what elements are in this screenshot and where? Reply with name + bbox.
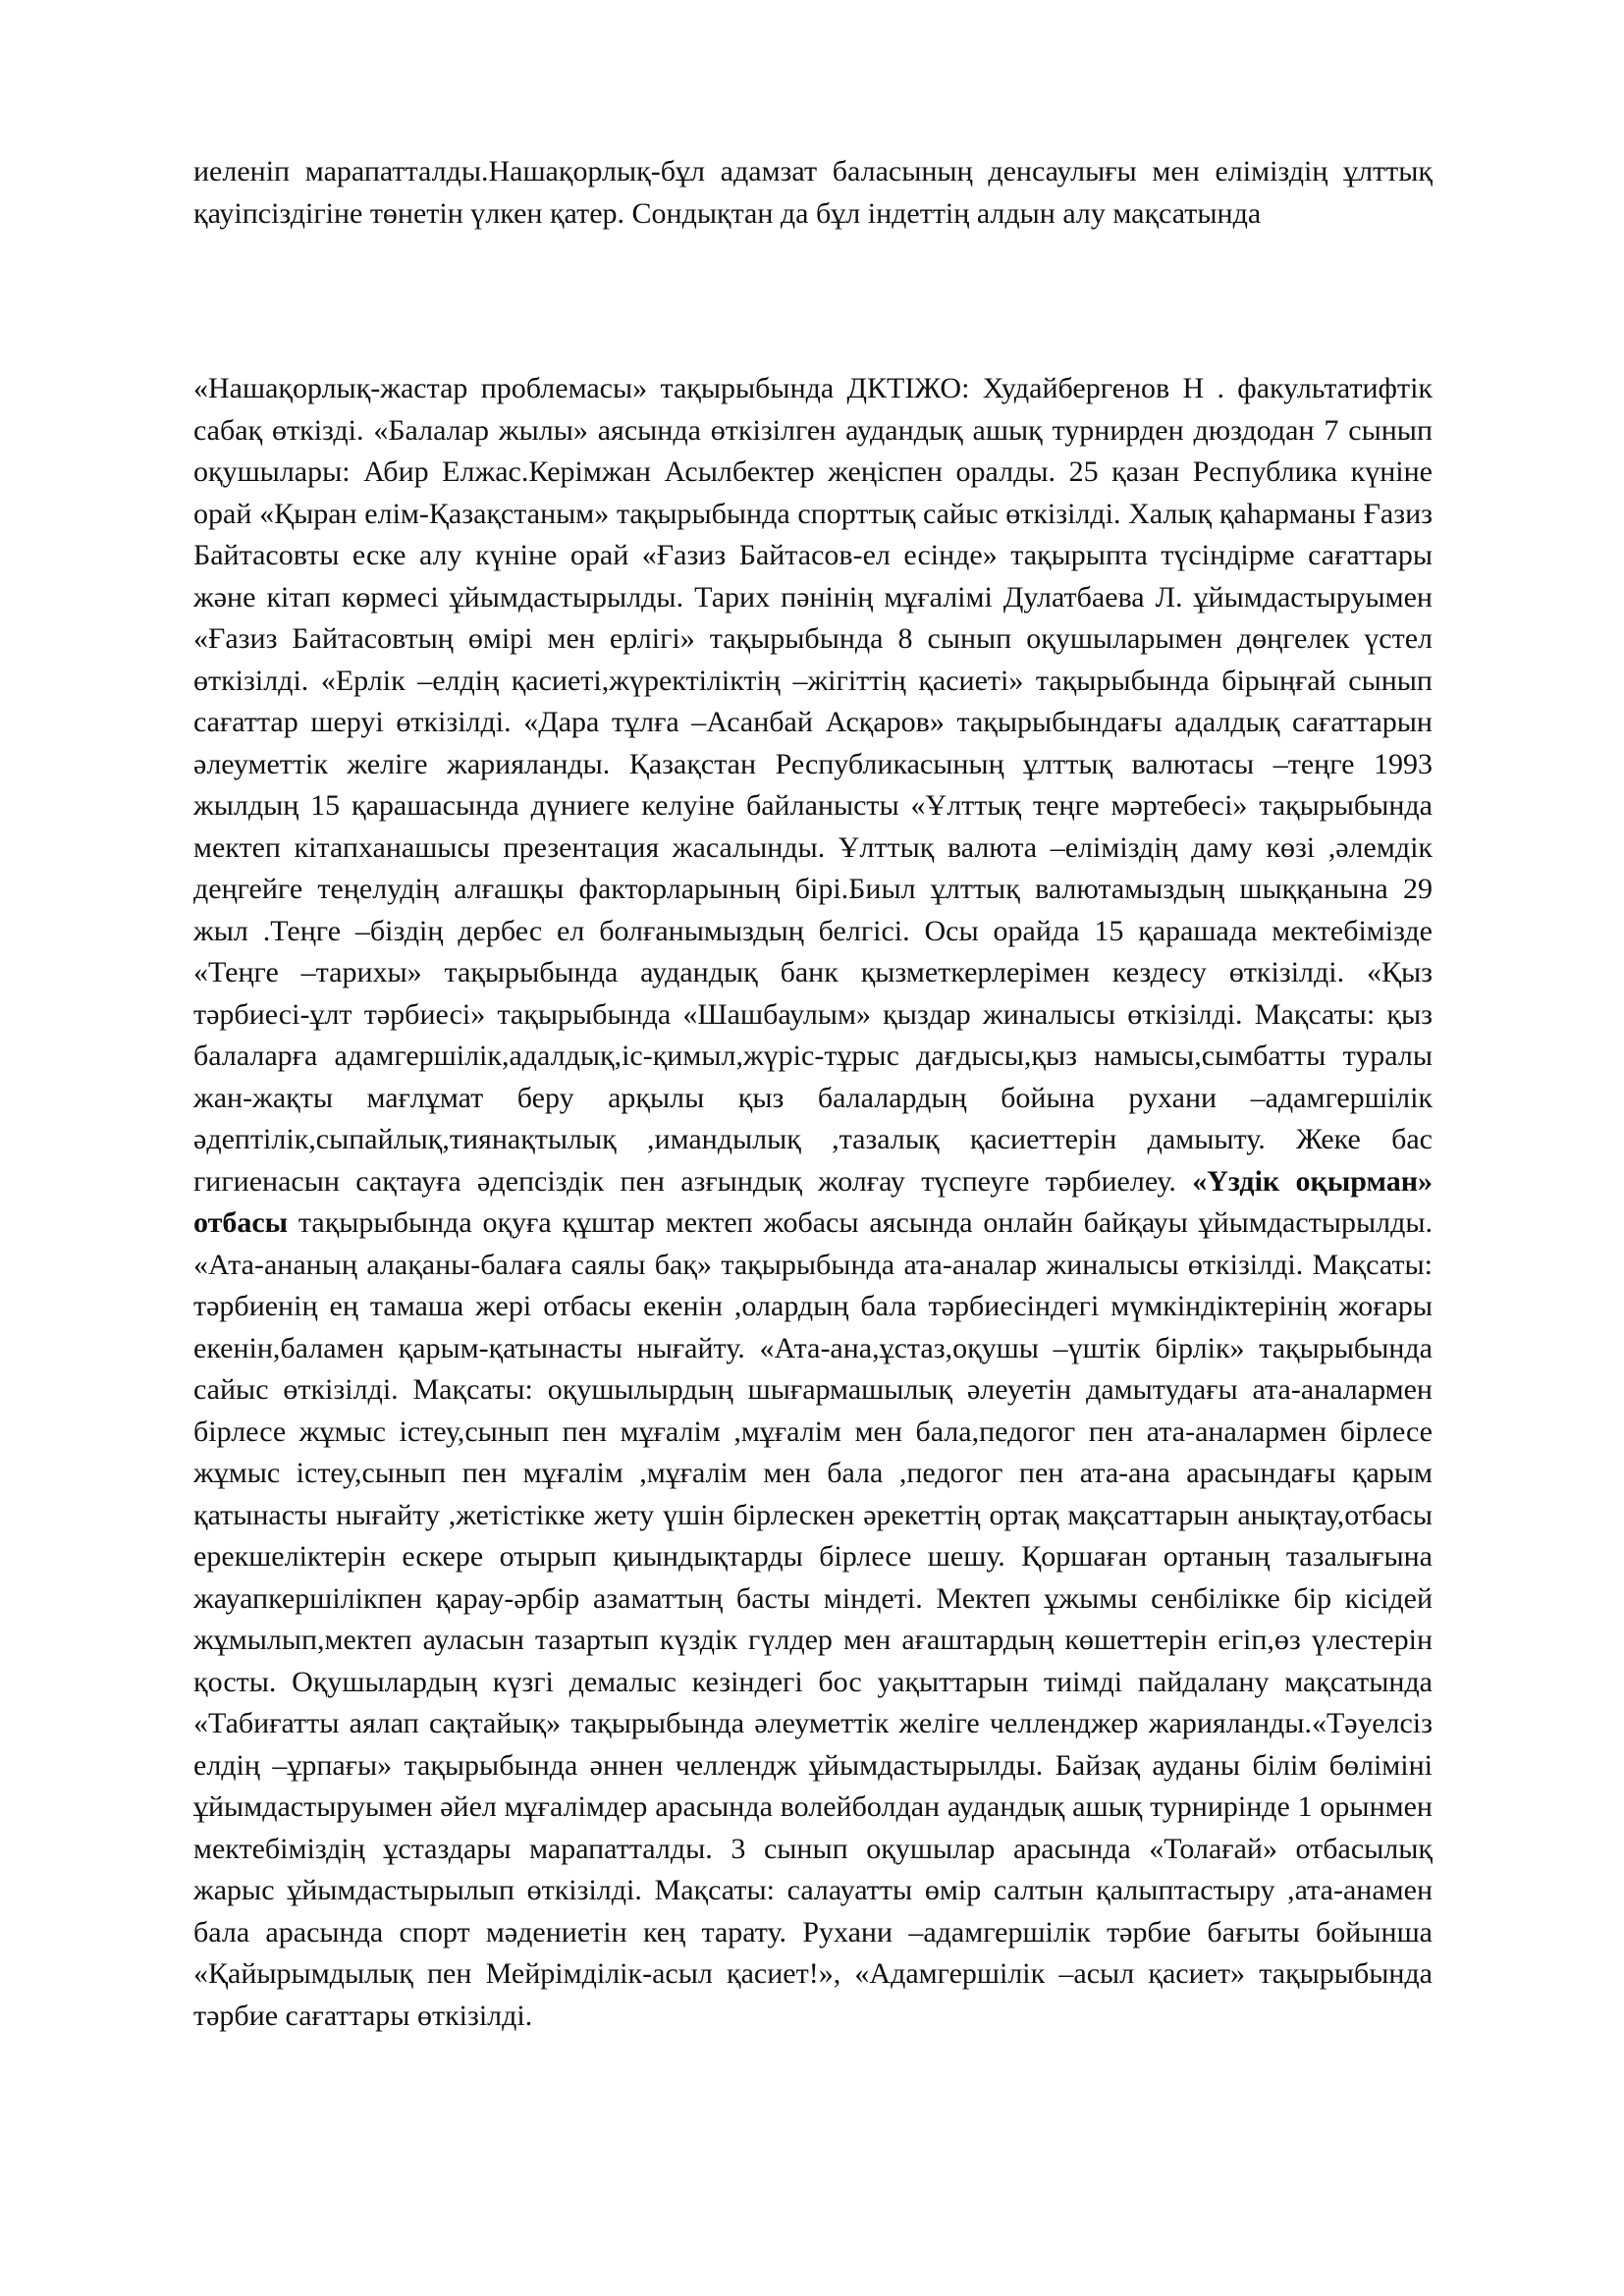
paragraph-intro-text: иеленіп марапатталды.Нашақорлық-бұл адамзат баласының денсаулығы мен еліміздің ұлттық қауіпсіздігіне төнетін үлкен қатер. Сондықтан да бұл індеттің алдын алу мақсатында bbox=[193, 155, 1433, 230]
paragraph-main bbox=[193, 368, 1433, 2037]
paragraph-main-text-1: «Нашақорлық-жастар проблемасы» тақырыбында ДКТІЖО: Худайбергенов Н . факультатифтік сабақ өткізді. «Балалар жылы» аясында өткізілген аудандық ашық турнирден дюздодан 7 сынып оқушылары: Абир Елжас.Керімжан Асылбектер жеңіспен оралды. 25 қазан Республика күніне орай «Қыран елім-Қазақстаным» тақырыбында спорттық сайыс өткізілді. Халық қаһарманы Ғазиз Байтасовты еске алу күніне орай «Ғазиз Байтасов-ел есінде» тақырыпта түсіндірме сағаттары және кітап көрмесі ұйымдастырылды. Тарих пәнінің мұғалімі Дулатбаева Л. ұйымдастыруымен «Ғазиз Байтасовтың өмірі мен ерлігі» тақырыбында 8 сынып оқушыларымен дөңгелек үстел өткізілді. «Ерлік –елдің қасиеті,жүректіліктің –жігіттің қасиеті» тақырыбында бірыңғай сынып сағаттар шеруі өткізілді. «Дара тұлға –Асанбай Асқаров» тақырыбындағы адалдық сағаттарын әлеуметтік желіге жарияланды. Қазақстан Республикасының ұлттық валютасы –теңге 1993 жылдың 15 қарашасында дүниеге келуіне байланысты «Ұлттық теңге мәртебесі» тақырыбында мектеп кітапханашысы презентация жасалынды. Ұлттық валюта –еліміздің даму көзі ,әлемдік деңгейге теңелудің алғашқы факторларының бірі.Биыл ұлттық валютамыздың шыққанына 29 жыл .Теңге –біздің дербес ел болғанымыздың белгісі. Осы орайда 15 қарашада мектебімізде «Теңге –тарихы» тақырыбында аудандық банк қызметкерлерімен кездесу өткізілді. «Қыз тәрбиесі-ұлт тәрбиесі» тақырыбында «Шашбаулым» қыздар жиналысы өткізілді. Мақсаты: қыз балаларға адамгершілік,адалдық,іс-қимыл,жүріс-тұрыс дағдысы,қыз намысы,сымбатты туралы жан-жақты мағлұмат беру арқылы қыз балалардың бойына рухани –адамгершілік әдептілік,сыпайлық,тиянақтылық ,имандылық ,тазалық қасиеттерін дамыыту. Жеке бас гигиенасын сақтауға әдепсіздік пен азғындық жолғау түспеуге тәрбиелеу. bbox=[193, 372, 1433, 1198]
paragraph-intro bbox=[193, 151, 1433, 235]
paragraph-main-bold-phrase: «Үздік оқырман» отбасы bbox=[193, 1164, 1433, 1239]
paragraph-main-text-2: тақырыбында оқуға құштар мектеп жобасы аясында онлайн байқауы ұйымдастырылды. «Ата-ананың алақаны-балаға саялы бақ» тақырыбында ата-аналар жиналысы өткізілді. Мақсаты: тәрбиенің ең тамаша жері отбасы екенін ,олардың бала тәрбиесіндегі мүмкіндіктерінің жоғары екенін,баламен қарым-қатынасты нығайту. «Ата-ана,ұстаз,оқушы –үштік бірлік» тақырыбында сайыс өткізілді. Мақсаты: оқушылырдың шығармашылық әлеуетін дамытудағы ата-аналармен бірлесе жұмыс істеу,сынып пен мұғалім ,мұғалім мен бала,педогог пен ата-аналармен бірлесе жұмыс істеу,сынып пен мұғалім ,мұғалім мен бала ,педогог пен ата-ана арасындағы қарым қатынасты нығайту ,жетістікке жету үшін бірлескен әрекеттің ортақ мақсаттарын анықтау,отбасы ерекшеліктерін ескере отырып қиындықтарды бірлесе шешу. Қоршаған ортаның тазалығына жауапкершілікпен қарау-әрбір азаматтың басты міндеті. Мектеп ұжымы сенбілікке бір кісідей жұмылып,мектеп ауласын тазартып күздік гүлдер мен ағаштардың көшеттерін егіп,өз үлестерін қосты. Оқушылардың күзгі демалыс кезіндегі бос уақыттарын тиімді пайдалану мақсатында «Табиғатты аялап сақтайық» тақырыбында әлеуметтік желіге челленджер жарияланды.«Тәуелсіз елдің –ұрпағы» тақырыбында әннен челлендж ұйымдастырылды. Байзақ ауданы білім бөліміні ұйымдастыруымен әйел мұғалімдер арасында волейболдан аудандық ашық турнирінде 1 орынмен мектебіміздің ұстаздары марапатталды. 3 сынып оқушылар арасында «Толағай» отбасылық жарыс ұйымдастырылып өткізілді. Мақсаты: салауатты өмір салтын қалыптастыру ,ата-анамен бала арасында спорт мәдениетін кең тарату. Рухани –адамгершілік тәрбие бағыты бойынша «Қайырымдылық пен Мейрімділік-асыл қасиет!», «Адамгершілік –асыл қасиет» тақырыбында тәрбие сағаттары өткізілді. bbox=[193, 1206, 1433, 2032]
